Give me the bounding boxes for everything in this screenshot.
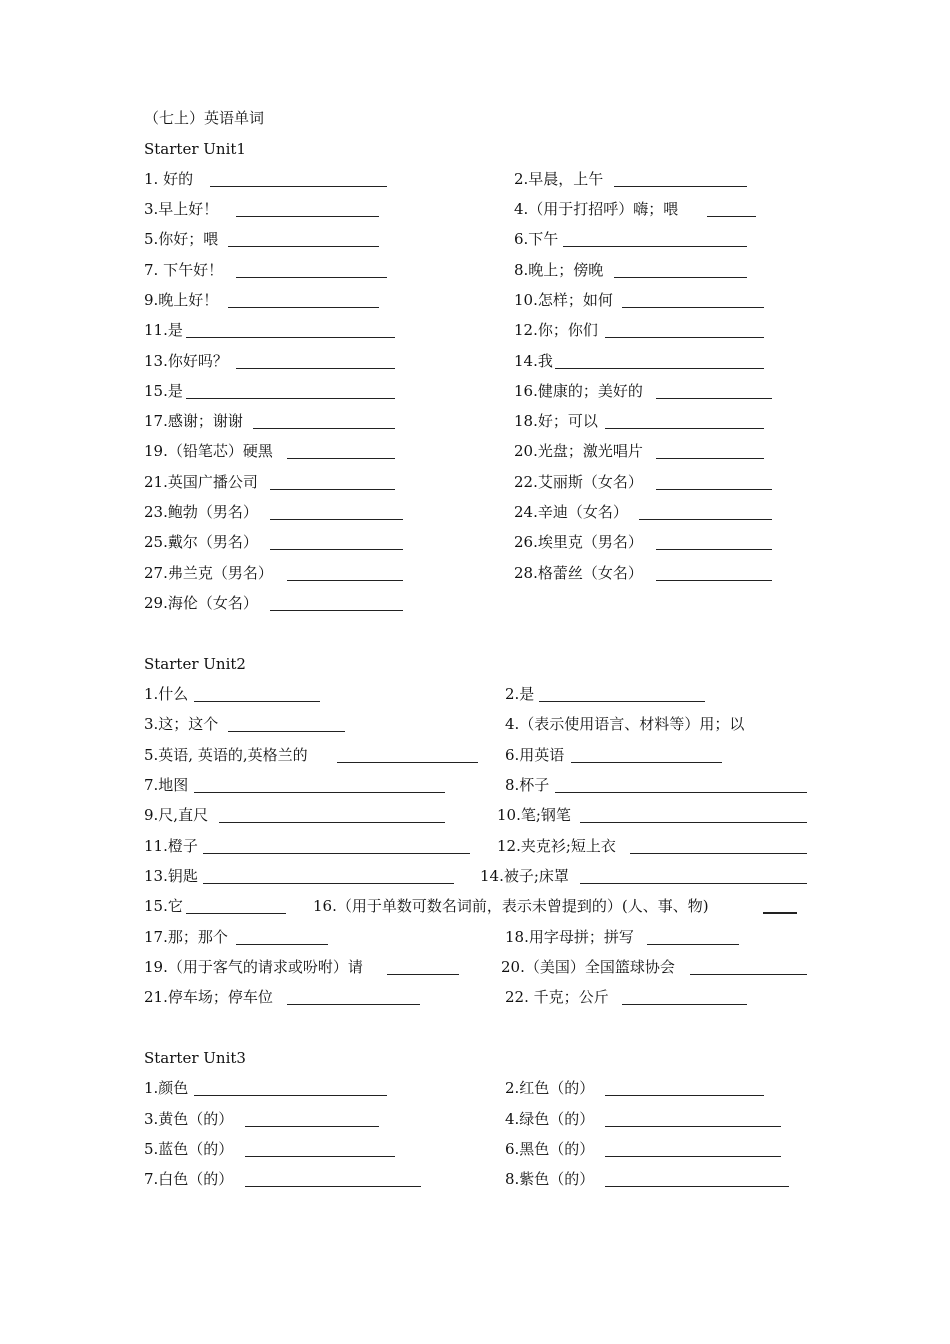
answer-blank[interactable]: [228, 246, 379, 247]
answer-blank[interactable]: [622, 1004, 747, 1005]
vocab-item-prompt: 4.（表示使用语言、材料等）用；以: [505, 715, 745, 733]
answer-blank[interactable]: [236, 368, 395, 369]
vocab-item-prompt: 17.感谢；谢谢: [144, 412, 243, 430]
answer-blank[interactable]: [605, 1186, 789, 1187]
answer-blank[interactable]: [245, 1126, 379, 1127]
vocab-item-prompt: 14.我: [514, 352, 553, 370]
answer-blank[interactable]: [194, 792, 445, 793]
doc-title: （七上）英语单词: [144, 109, 265, 127]
vocab-item-prompt: 11.橙子: [144, 837, 198, 855]
answer-blank[interactable]: [614, 277, 747, 278]
answer-blank[interactable]: [245, 1186, 421, 1187]
vocab-item-prompt: 12.夹克衫;短上衣: [497, 837, 616, 855]
answer-blank[interactable]: [287, 458, 395, 459]
vocab-item-prompt: 15.是: [144, 382, 183, 400]
answer-blank[interactable]: [605, 1156, 781, 1157]
vocab-item-prompt: 6.用英语: [505, 746, 565, 764]
answer-blank[interactable]: [186, 398, 395, 399]
vocab-item-prompt: 3.这；这个: [144, 715, 219, 733]
vocab-item-prompt: 6.下午: [514, 230, 559, 248]
answer-blank[interactable]: [203, 853, 470, 854]
vocab-item-prompt: 3.早上好！: [144, 200, 219, 218]
answer-blank[interactable]: [580, 883, 807, 884]
vocab-item-prompt: 24.辛迪（女名）: [514, 503, 628, 521]
answer-blank[interactable]: [707, 216, 756, 217]
answer-blank[interactable]: [605, 337, 764, 338]
vocab-item-prompt: 5.蓝色（的）: [144, 1140, 234, 1158]
section-heading: Starter Unit2: [144, 655, 246, 673]
vocab-item-prompt: 28.格蕾丝（女名）: [514, 564, 643, 582]
vocab-item-prompt: 4.（用于打招呼）嗨；喂: [514, 200, 679, 218]
vocab-item-prompt: 7.地图: [144, 776, 189, 794]
vocab-item-prompt: 1. 好的: [144, 170, 194, 188]
vocab-item-prompt: 18.用字母拼；拼写: [505, 928, 634, 946]
answer-blank[interactable]: [194, 701, 320, 702]
vocab-item-prompt: 9.晚上好！: [144, 291, 219, 309]
answer-blank[interactable]: [219, 822, 445, 823]
vocab-item-prompt: 22. 千克；公斤: [505, 988, 609, 1006]
vocab-item-prompt: 1.什么: [144, 685, 189, 703]
answer-blank[interactable]: [194, 1095, 387, 1096]
answer-blank[interactable]: [270, 610, 403, 611]
answer-blank[interactable]: [236, 944, 328, 945]
answer-blank[interactable]: [270, 549, 403, 550]
vocab-item-prompt: 5.你好；喂: [144, 230, 219, 248]
vocab-item-prompt: 9.尺,直尺: [144, 806, 209, 824]
answer-blank[interactable]: [605, 428, 764, 429]
vocab-item-prompt: 2.早晨，上午: [514, 170, 604, 188]
answer-blank[interactable]: [228, 307, 379, 308]
answer-blank[interactable]: [270, 519, 403, 520]
vocab-item-prompt: 16.（用于单数可数名词前，表示未曾提到的）(人、事、物): [313, 897, 709, 915]
answer-blank[interactable]: [571, 762, 722, 763]
answer-blank[interactable]: [186, 913, 286, 914]
vocab-item-prompt: 23.鲍勃（男名）: [144, 503, 258, 521]
answer-blank[interactable]: [236, 277, 387, 278]
answer-blank[interactable]: [337, 762, 478, 763]
answer-blank[interactable]: [555, 792, 807, 793]
vocab-item-prompt: 8.紫色（的）: [505, 1170, 595, 1188]
answer-blank[interactable]: [580, 822, 807, 823]
vocab-item-prompt: 11.是: [144, 321, 183, 339]
vocab-item-prompt: 15.它: [144, 897, 183, 915]
answer-blank[interactable]: [287, 580, 403, 581]
answer-blank[interactable]: [245, 1156, 395, 1157]
vocab-item-prompt: 29.海伦（女名）: [144, 594, 258, 612]
vocab-item-prompt: 10.怎样；如何: [514, 291, 613, 309]
answer-blank[interactable]: [614, 186, 747, 187]
vocab-item-prompt: 21.停车场；停车位: [144, 988, 273, 1006]
answer-blank[interactable]: [563, 246, 747, 247]
vocab-item-prompt: 20.（美国）全国篮球协会: [501, 958, 675, 976]
vocab-item-prompt: 10.笔;钢笔: [497, 806, 571, 824]
vocab-item-prompt: 16.健康的；美好的: [514, 382, 643, 400]
vocab-item-prompt: 7.白色（的）: [144, 1170, 234, 1188]
section-heading: Starter Unit1: [144, 140, 246, 158]
vocab-item-prompt: 25.戴尔（男名）: [144, 533, 258, 551]
answer-blank[interactable]: [539, 701, 705, 702]
vocab-item-prompt: 6.黑色（的）: [505, 1140, 595, 1158]
answer-blank[interactable]: [236, 216, 379, 217]
answer-blank[interactable]: [630, 853, 807, 854]
vocab-item-prompt: 3.黄色（的）: [144, 1110, 234, 1128]
answer-blank[interactable]: [253, 428, 395, 429]
vocab-item-prompt: 18.好；可以: [514, 412, 598, 430]
vocab-item-prompt: 2.红色（的）: [505, 1079, 595, 1097]
answer-blank[interactable]: [270, 489, 395, 490]
vocab-item-prompt: 21.英国广播公司: [144, 473, 258, 491]
answer-blank[interactable]: [639, 519, 772, 520]
vocab-item-prompt: 20.光盘；激光唱片: [514, 442, 643, 460]
vocab-item-prompt: 8.杯子: [505, 776, 550, 794]
answer-blank[interactable]: [622, 307, 764, 308]
vocab-item-prompt: 7. 下午好！: [144, 261, 224, 279]
answer-blank[interactable]: [690, 974, 807, 975]
vocab-item-prompt: 14.被子;床罩: [480, 867, 569, 885]
vocab-item-prompt: 26.埃里克（男名）: [514, 533, 643, 551]
vocab-item-prompt: 13.你好吗？: [144, 352, 228, 370]
section-heading: Starter Unit3: [144, 1049, 246, 1067]
answer-blank[interactable]: [287, 1004, 420, 1005]
answer-blank[interactable]: [605, 1095, 764, 1096]
answer-blank[interactable]: [656, 398, 772, 399]
vocab-item-prompt: 17.那；那个: [144, 928, 228, 946]
answer-blank[interactable]: [656, 489, 772, 490]
answer-blank[interactable]: [656, 580, 772, 581]
answer-blank[interactable]: [228, 731, 345, 732]
answer-blank[interactable]: [656, 549, 772, 550]
answer-blank[interactable]: [210, 186, 387, 187]
vocab-item-prompt: 27.弗兰克（男名）: [144, 564, 273, 582]
vocab-item-prompt: 2.是: [505, 685, 535, 703]
vocab-item-prompt: 22.艾丽斯（女名）: [514, 473, 643, 491]
answer-blank[interactable]: [203, 883, 454, 884]
answer-blank[interactable]: [605, 1126, 781, 1127]
vocab-item-prompt: 13.钥匙: [144, 867, 198, 885]
vocab-item-prompt: 4.绿色（的）: [505, 1110, 595, 1128]
answer-blank[interactable]: [555, 368, 764, 369]
vocab-item-prompt: 5.英语, 英语的,英格兰的: [144, 746, 308, 764]
vocab-item-prompt: 1.颜色: [144, 1079, 189, 1097]
vocab-item-prompt: 12.你；你们: [514, 321, 598, 339]
answer-blank[interactable]: [647, 944, 739, 945]
answer-blank[interactable]: [656, 458, 764, 459]
answer-blank[interactable]: [763, 912, 797, 914]
vocab-item-prompt: 8.晚上；傍晚: [514, 261, 604, 279]
vocab-item-prompt: 19.（用于客气的请求或吩咐）请: [144, 958, 363, 976]
answer-blank[interactable]: [387, 974, 459, 975]
answer-blank[interactable]: [186, 337, 395, 338]
vocab-item-prompt: 19.（铅笔芯）硬黑: [144, 442, 273, 460]
